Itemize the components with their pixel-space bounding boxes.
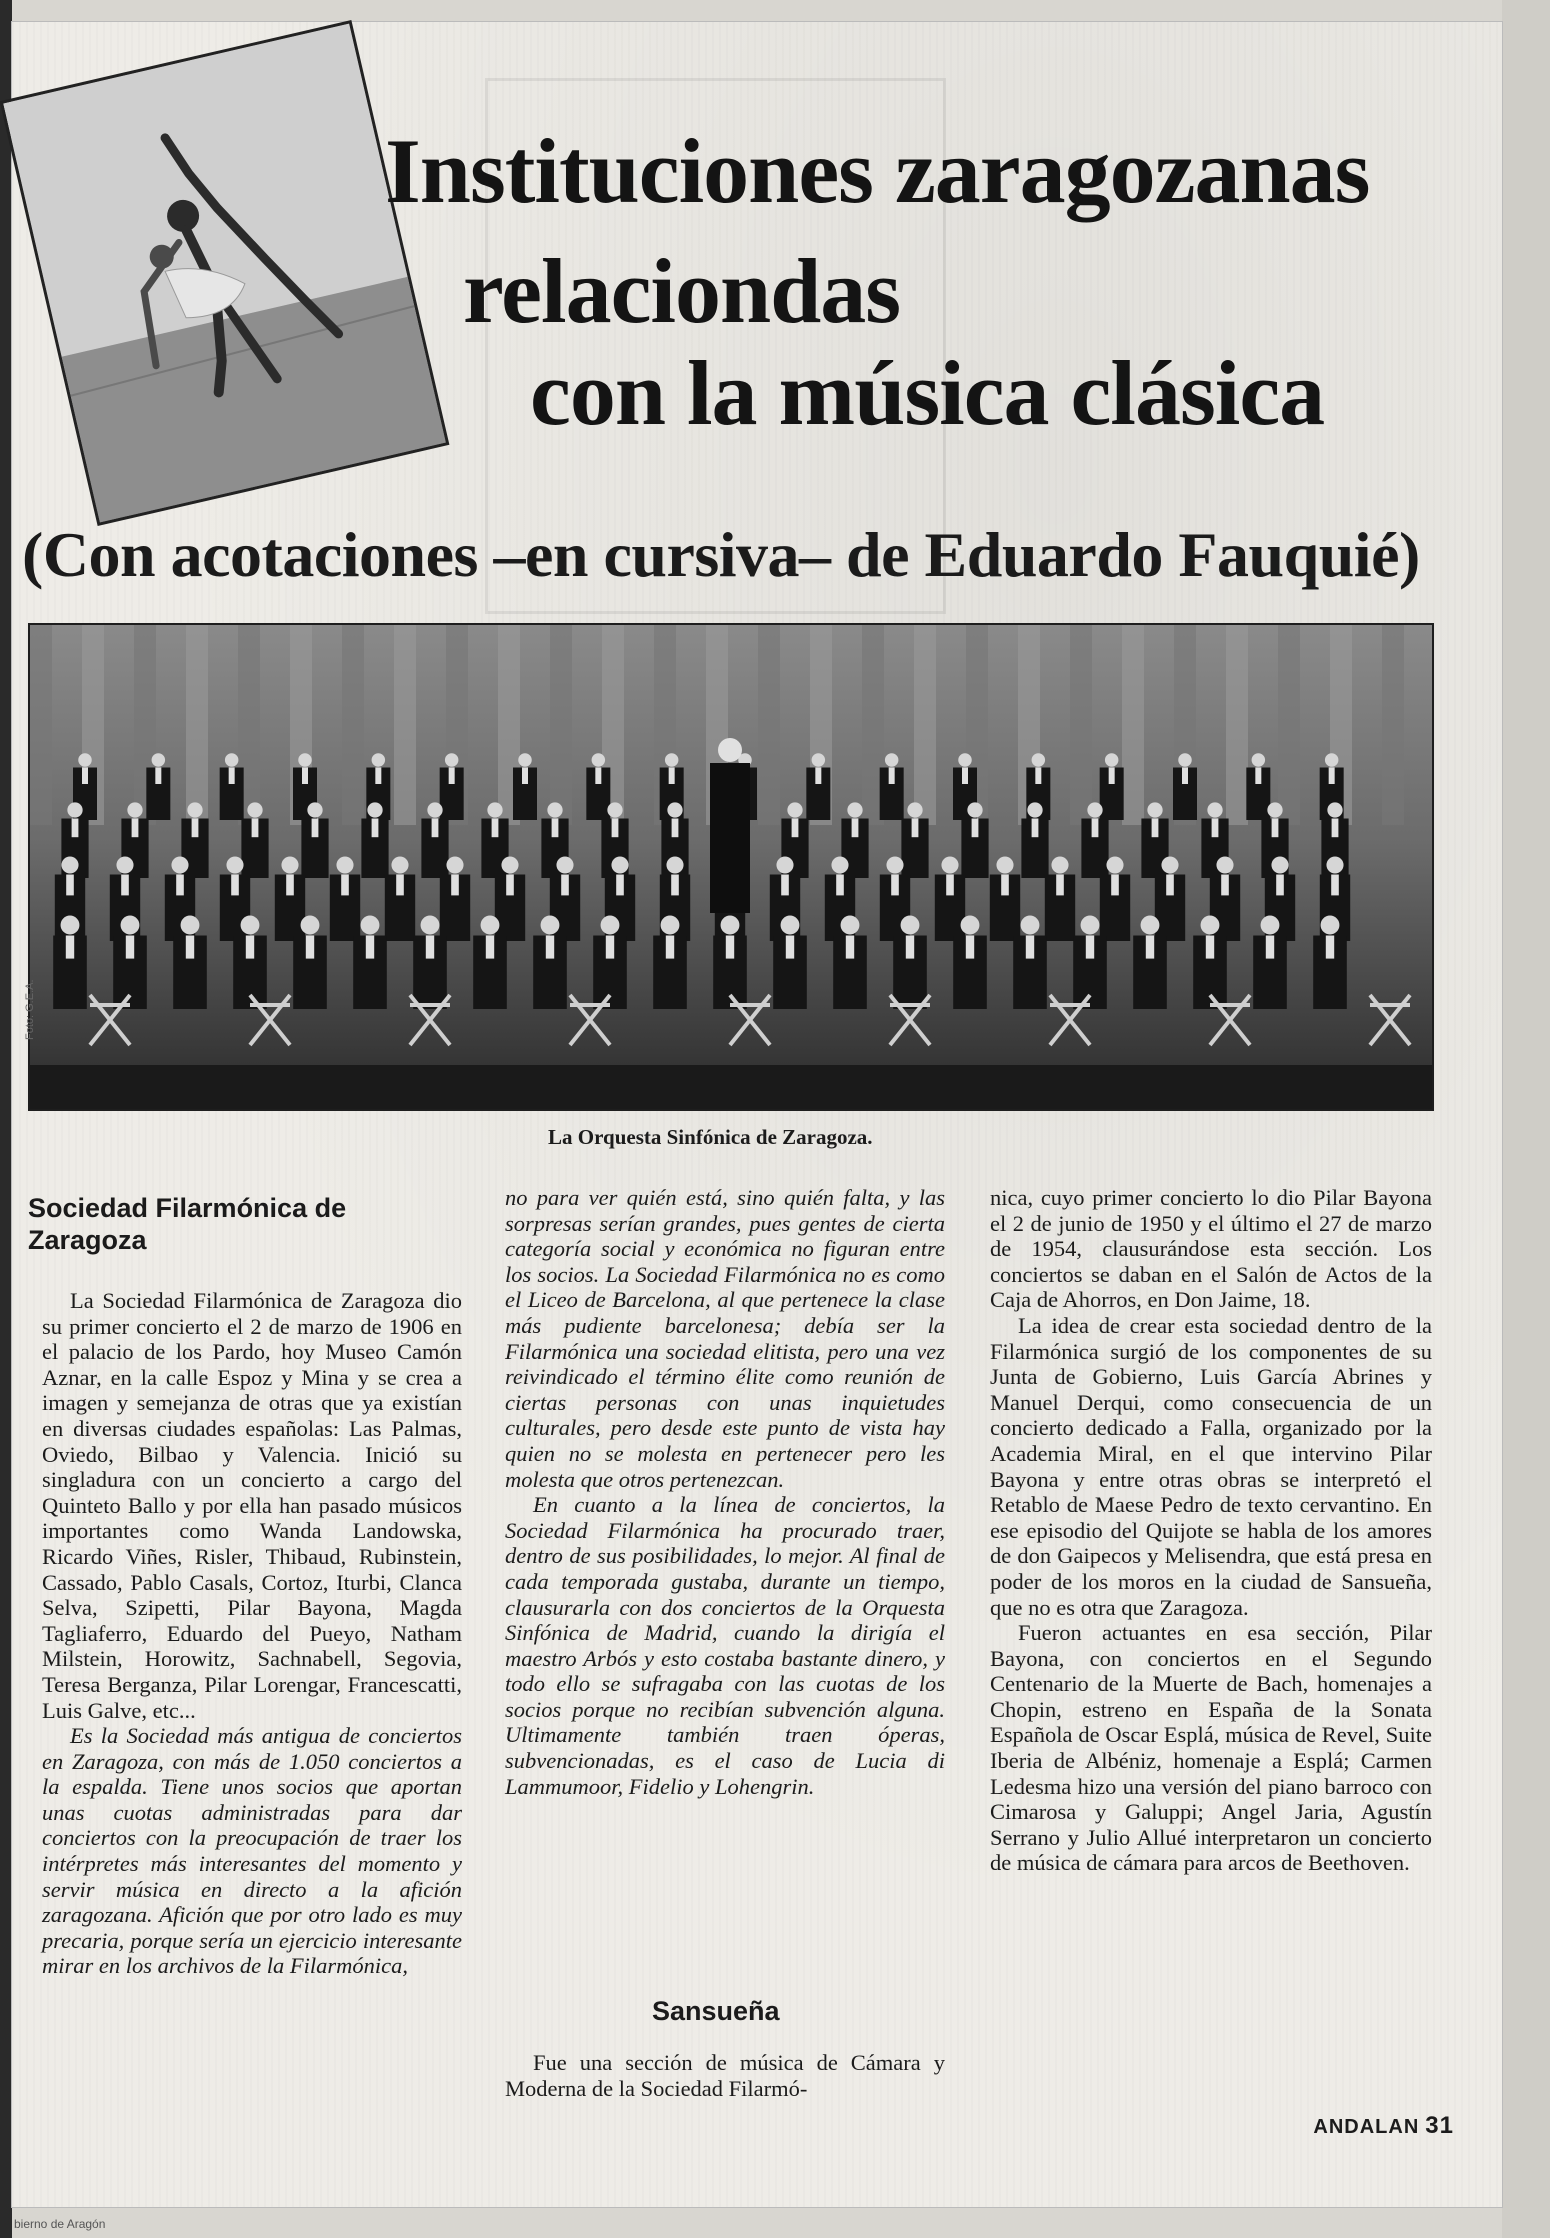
- paragraph: Fueron actuantes en esa sección, Pilar Bayona, con conciertos en el Segundo Centenario de la Muerte de Bach, homenajes a Chopin, estreno en España de la Sonata Española de Oscar Esplá, música de Revel, Suite Iberia de Albéniz, homenaje a Esplá; Carmen Ledesma hizo una versión del piano barroco con Cimarosa y Galuppi; Angel Jaria, Agustín Serrano y Julio Allué interpretaron un concierto de música de cámara para arcos de Beethoven.: [990, 1620, 1432, 1876]
- headline-line-1: Instituciones zaragozanas: [385, 120, 1370, 222]
- orchestra-photo: [28, 623, 1434, 1111]
- column-2-bottom: [505, 2050, 945, 2101]
- paragraph-italic: En cuanto a la línea de conciertos, la Sociedad Filarmónica ha procurado traer, dentro de sus posibilidades, lo mejor. Al final de cada temporada gustaba, durante un tiempo, clausurarla con dos conciertos de la Orquesta Sinfónica de Madrid, cuando la dirigía el maestro Arbós y esto costaba bastante dinero, y todo ello se sufragaba con las cuotas de los socios porque no recibían subvención alguna. Ultimamente también traen óperas, subvencionadas, es el caso de Lucia di Lammumoor, Fidelio y Lohengrin.: [505, 1492, 945, 1799]
- orchestra-caption: La Orquesta Sinfónica de Zaragoza.: [548, 1125, 873, 1149]
- column-3: [990, 1185, 1432, 1876]
- paragraph-italic: Es la Sociedad más antigua de conciertos en Zaragoza, con más de 1.050 conciertos a la espalda. Tiene unos socios que aportan unas cuotas administradas para dar conciertos con la preocupación de traer los intérpretes más interesantes del momento y servir música en directo a la afición zaragozana. Afición que por otro lado es muy precaria, porque sería un ejercicio interesante mirar en los archivos de la Filarmónica,: [42, 1723, 462, 1979]
- article-subtitle: (Con acotaciones –en cursiva– de Eduardo Fauquié): [22, 519, 1420, 590]
- page-number: 31: [1425, 2112, 1454, 2139]
- headline-line-2: relaciondas: [463, 240, 901, 342]
- paragraph: La idea de crear esta sociedad dentro de la Filarmónica surgió de los componentes de su Junta de Gobierno, Luis García Abrines y Manuel Derqui, como consecuencia de un concierto dedicado a Falla, organizado por la Academia Miral, en el que intervino Pilar Bayona y entre otras obras se interpretó el Retablo de Maese Pedro de texto cervantino. En ese episodio del Quijote se habla de los amores de don Gaipecos y Melisendra, que está presa en poder de los moros en la ciudad de Sansueña, que no es otra que Zaragoza.: [990, 1312, 1432, 1620]
- magazine-name: ANDALAN: [1313, 2116, 1420, 2138]
- column-2: [505, 1185, 945, 1799]
- section-heading-filarmonica: Sociedad Filarmónica de Zaragoza: [28, 1193, 347, 1255]
- page-footer: [1313, 2112, 1454, 2140]
- headline-line-3: con la música clásica: [530, 342, 1325, 444]
- paragraph: nica, cuyo primer concierto lo dio Pilar Bayona el 2 de junio de 1950 y el último el 27 de marzo de 1954, clausurándose esta sección. Los conciertos se daban en el Salón de Actos de la Caja de Ahorros, en Don Jaime, 18.: [990, 1185, 1432, 1313]
- paragraph: La Sociedad Filarmónica de Zaragoza dio su primer concierto el 2 de marzo de 1906 en el palacio de los Pardo, hoy Museo Camón Aznar, en la calle Espoz y Mina y se crea a imagen y semejanza de otras que ya existían en diversas ciudades españolas: Las Palmas, Oviedo, Bilbao y Valencia. Inició su singladura con un concierto a cargo del Quinteto Ballo y por ella han pasado músicos importantes como Wanda Landowska, Ricardo Viñes, Risler, Thibaud, Rubinstein, Cassado, Pablo Casals, Cortoz, Iturbi, Clanca Selva, Szipetti, Pilar Bayona, Magda Tagliaferro, Eduardo del Pueyo, Natham Milstein, Horowitz, Sachnabell, Segovia, Teresa Berganza, Pilar Lorengar, Francescatti, Luis Galve, etc...: [42, 1288, 462, 1723]
- photo-credit: Foto: G.E.A.: [24, 979, 36, 1040]
- scan-left-edge: [0, 0, 12, 2238]
- paragraph: Fue una sección de música de Cámara y Moderna de la Sociedad Filarmó-: [505, 2050, 945, 2101]
- column-1: [42, 1288, 462, 1979]
- section-heading-sansuena: Sansueña: [652, 1996, 780, 2026]
- archive-watermark: bierno de Aragón: [14, 2217, 106, 2231]
- scan-right-edge: [1502, 0, 1550, 2238]
- paragraph-italic: no para ver quién está, sino quién falta, y las sorpresas serían grandes, pues gentes de cierta categoría social y económica no figuran entre los socios. La Sociedad Filarmónica no es como el Liceo de Barcelona, al que pertenece la clase más pudiente barcelonesa; debía ser la Filarmónica una sociedad elitista, pero una vez reivindicado el término élite como reunión de ciertas personas con unas inquietudes culturales, pero desde este punto de vista hay quien no se molesta en pertenecer pero les molesta que otros pertenezcan.: [505, 1185, 945, 1492]
